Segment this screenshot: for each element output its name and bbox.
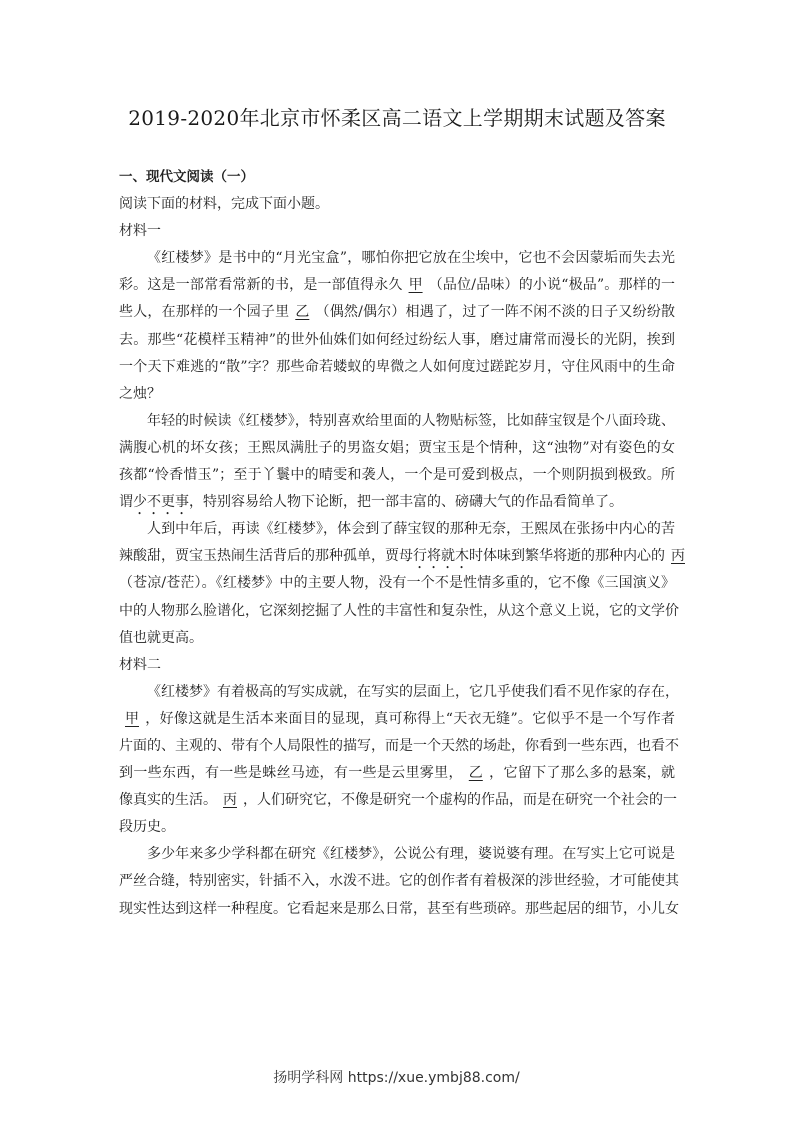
text-run: 些人，在那样的一个园子里	[119, 304, 290, 321]
emphasized-phrase: 行将就木	[413, 548, 469, 565]
text-run: （偶然/偶尔）相遇了，过了一阵不闲不淡的日子又纷纷散	[315, 304, 676, 321]
paragraph-line: 中的人物那么脸谱化，它深刻挖掘了人性的丰富性和复杂性，从这个意义上说，它的文学价	[119, 602, 679, 619]
text-run: ，人们研究它，不像是研究一个虚构的作品，而是在研究一个社会的一	[243, 792, 677, 809]
fill-blank: 乙	[468, 765, 483, 782]
paragraph-line	[119, 272, 675, 299]
paragraph-line: 严丝合缝，特别密实，针插不入，水泼不进。它的创作者有着极深的涉世经验，才可能使其	[119, 873, 679, 890]
text-run: ，它留下了那么多的悬案，就	[488, 765, 676, 782]
document-body	[119, 164, 685, 923]
instruction-text: 阅读下面的材料，完成下面小题。	[119, 196, 329, 213]
paragraph-line: 年轻的时候读《红楼梦》，特别喜欢给里面的人物贴标签，比如薛宝钗是个八面玲珑、	[147, 412, 675, 429]
fill-blank: 丙	[671, 548, 685, 565]
paragraph-line	[119, 299, 675, 326]
paragraph-line: 《红楼梦》是书中的“月光宝盒”，哪怕你把它放在尘埃中，它也不会因蒙垢而失去光	[147, 250, 675, 267]
paragraph-line: 之烛？	[119, 385, 161, 402]
paragraph-line	[119, 760, 675, 787]
paragraph-line	[119, 706, 675, 733]
paragraph-line	[119, 489, 675, 516]
text-run: 谓	[119, 494, 133, 511]
material-one-label: 材料一	[119, 223, 161, 240]
text-run: 像真实的生活。	[119, 792, 217, 809]
fill-blank: 甲	[125, 710, 139, 727]
paragraph-line: 满腹心机的坏女孩；王熙凤满肚子的男盗女娼；贾宝玉是个情种，这“浊物”对有姿色的女	[119, 439, 675, 456]
paragraph-line: 孩都“怜香惜玉”；至于丫鬟中的晴雯和袭人，一个是可爱到极点，一个则阴损到极致。所	[119, 467, 675, 484]
text-run: 辣酸甜，贾宝玉热闹生活背后的那种孤单，贾母	[119, 548, 413, 565]
paragraph-line: （苍凉/苍茫）。《红楼梦》中的主要人物，没有一个不是性情多重的，它不像《三国演义》	[119, 575, 675, 592]
paragraph-line: 《红楼梦》有着极高的写实成就，在写实的层面上，它几乎使我们看不见作家的存在，	[147, 683, 679, 700]
paragraph-line: 一个天下难逃的“散”字？那些命若蝼蚁的卑微之人如何度过蹉跎岁月，守住风雨中的生命	[119, 358, 675, 375]
paragraph-line	[119, 543, 685, 570]
paragraph-line: 人到中年后，再读《红楼梦》，体会到了薛宝钗的那种无奈，王熙凤在张扬中内心的苦	[147, 521, 675, 538]
paragraph-line: 多少年来多少学科都在研究《红楼梦》，公说公有理，婆说婆有理。在写实上它可说是	[147, 846, 675, 863]
paragraph-line: 现实性达到这样一种程度。它看起来是那么日常，甚至有些琐碎。那些起居的细节，小儿女	[119, 900, 679, 917]
paragraph-line: 段历史。	[119, 819, 175, 836]
paragraph-line: 值也就更高。	[119, 629, 203, 646]
footer-watermark: 扬明学科网 https://xue.ymbj88.com/	[273, 1070, 520, 1086]
section-heading: 一、现代文阅读（一）	[119, 169, 254, 185]
fill-blank: 甲	[408, 277, 423, 294]
text-run: 时体味到繁华将逝的那种内心的	[469, 548, 665, 565]
fill-blank: 乙	[295, 304, 310, 321]
text-run: ，好像这就是生活本来面目的显现，真可称得上“天衣无缝”。它似乎不是一个写作者	[145, 710, 675, 727]
paragraph-line: 去。那些“花模样玉精神”的世外仙姝们如何经过纷纭人事，磨过庸常而漫长的光阴，挨到	[119, 331, 675, 348]
paragraph-line: 片面的、主观的、带有个人局限性的描写，而是一个天然的场赴，你看到一些东西，也看不	[119, 737, 679, 754]
document-title: 2019-2020年北京市怀柔区高二语文上学期期末试题及答案	[128, 106, 666, 130]
text-run: ，特别容易给人物下论断，把一部丰富的、磅礴大气的作品看简单了。	[189, 494, 623, 511]
text-run: （品位/品味）的小说“极品”。那样的一	[428, 277, 676, 294]
fill-blank: 丙	[223, 792, 237, 809]
text-run: 彩。这是一部常看常新的书，是一部值得永久	[119, 277, 403, 294]
text-run: 到一些东西，有一些是蛛丝马迹，有一些是云里雾里，	[119, 765, 463, 782]
paragraph-line	[119, 787, 675, 814]
material-two-label: 材料二	[119, 656, 161, 673]
emphasized-phrase: 少不更事	[133, 494, 189, 511]
